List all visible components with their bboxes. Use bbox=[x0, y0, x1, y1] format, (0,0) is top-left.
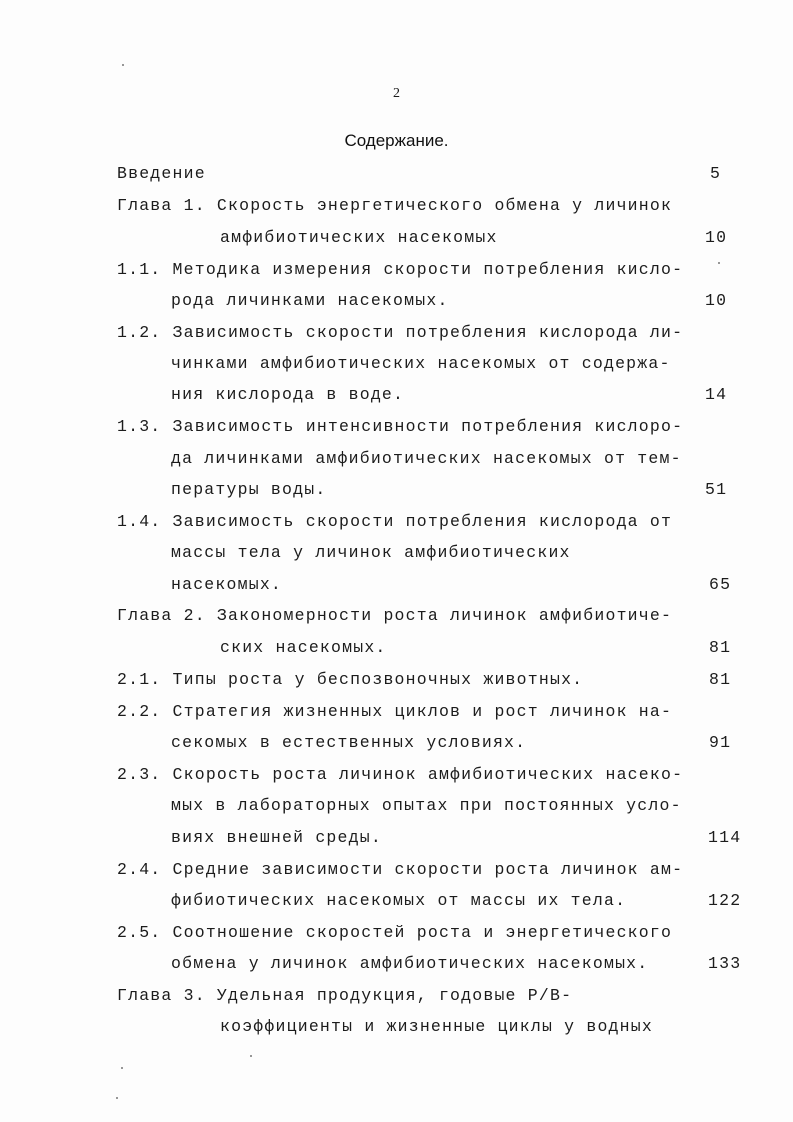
toc-entry-chapter3-line1: Глава 3. Удельная продукция, годовые P/B- bbox=[117, 986, 573, 1005]
toc-page-1-3: 51 bbox=[705, 480, 728, 499]
toc-entry-2-3-line3: виях внешней среды. bbox=[171, 828, 382, 847]
toc-entry-2-4-line2: фибиотических насекомых от массы их тела. bbox=[171, 891, 627, 910]
toc-entry-2-1-line1: 2.1. Типы роста у беспозвоночных животных. bbox=[117, 670, 584, 689]
toc-entry-2-3-line1: 2.3. Скорость роста личинок амфибиотических насеко- bbox=[117, 765, 684, 784]
toc-page-intro: 5 bbox=[710, 164, 722, 183]
toc-entry-chapter3-line2: коэффициенты и жизненные циклы у водных bbox=[220, 1017, 653, 1036]
toc-entry-2-2-line1: 2.2. Стратегия жизненных циклов и рост личинок на- bbox=[117, 702, 673, 721]
toc-entry-1-4-line2: массы тела у личинок амфибиотических bbox=[171, 543, 571, 562]
scan-speck bbox=[250, 1055, 252, 1057]
toc-page-2-1: 81 bbox=[709, 670, 732, 689]
scan-speck bbox=[121, 1067, 123, 1069]
toc-entry-chapter1-line2: амфибиотических насекомых bbox=[220, 228, 498, 247]
toc-entry-2-2-line2: секомых в естественных условиях. bbox=[171, 733, 527, 752]
toc-entry-2-4-line1: 2.4. Средние зависимости скорости роста личинок ам- bbox=[117, 860, 684, 879]
toc-entry-1-1-line1: 1.1. Методика измерения скорости потребления кисло- bbox=[117, 260, 684, 279]
scan-speck bbox=[718, 262, 720, 264]
toc-entry-1-2-line3: ния кислорода в воде. bbox=[171, 385, 405, 404]
toc-entry-1-2-line1: 1.2. Зависимость скорости потребления кислорода ли- bbox=[117, 323, 684, 342]
toc-entry-1-3-line1: 1.3. Зависимость интенсивности потребления кислоро- bbox=[117, 417, 684, 436]
toc-entry-chapter1-line1: Глава 1. Скорость энергетического обмена у личинок bbox=[117, 196, 673, 215]
toc-entry-intro: Введение bbox=[117, 164, 206, 183]
toc-page-1-1: 10 bbox=[705, 291, 728, 310]
toc-page-chapter1: 10 bbox=[705, 228, 728, 247]
toc-page-2-3: 114 bbox=[708, 828, 742, 847]
toc-page-2-5: 133 bbox=[708, 954, 742, 973]
toc-page-chapter2: 81 bbox=[709, 638, 732, 657]
toc-entry-1-2-line2: чинками амфибиотических насекомых от содержа- bbox=[171, 354, 671, 373]
toc-entry-chapter2-line2: ских насекомых. bbox=[220, 638, 387, 657]
toc-entry-1-1-line2: рода личинками насекомых. bbox=[171, 291, 449, 310]
toc-entry-1-4-line3: насекомых. bbox=[171, 575, 283, 594]
toc-page-1-2: 14 bbox=[705, 385, 728, 404]
toc-entry-1-3-line2: да личинками амфибиотических насекомых от тем- bbox=[171, 449, 682, 468]
toc-entry-2-5-line2: обмена у личинок амфибиотических насекомых. bbox=[171, 954, 649, 973]
scan-speck bbox=[122, 64, 124, 66]
toc-entry-chapter2-line1: Глава 2. Закономерности роста личинок амфибиотиче- bbox=[117, 606, 673, 625]
toc-entry-1-4-line1: 1.4. Зависимость скорости потребления кислорода от bbox=[117, 512, 673, 531]
toc-entry-2-3-line2: мых в лабораторных опытах при постоянных усло- bbox=[171, 796, 682, 815]
toc-entry-2-5-line1: 2.5. Соотношение скоростей роста и энергетического bbox=[117, 923, 673, 942]
toc-page-2-2: 91 bbox=[709, 733, 732, 752]
toc-page-1-4: 65 bbox=[709, 575, 732, 594]
page-number: 2 bbox=[393, 86, 400, 101]
toc-entry-1-3-line3: пературы воды. bbox=[171, 480, 327, 499]
toc-page-2-4: 122 bbox=[708, 891, 742, 910]
toc-title: Содержание. bbox=[344, 131, 449, 150]
scan-speck bbox=[116, 1097, 118, 1099]
